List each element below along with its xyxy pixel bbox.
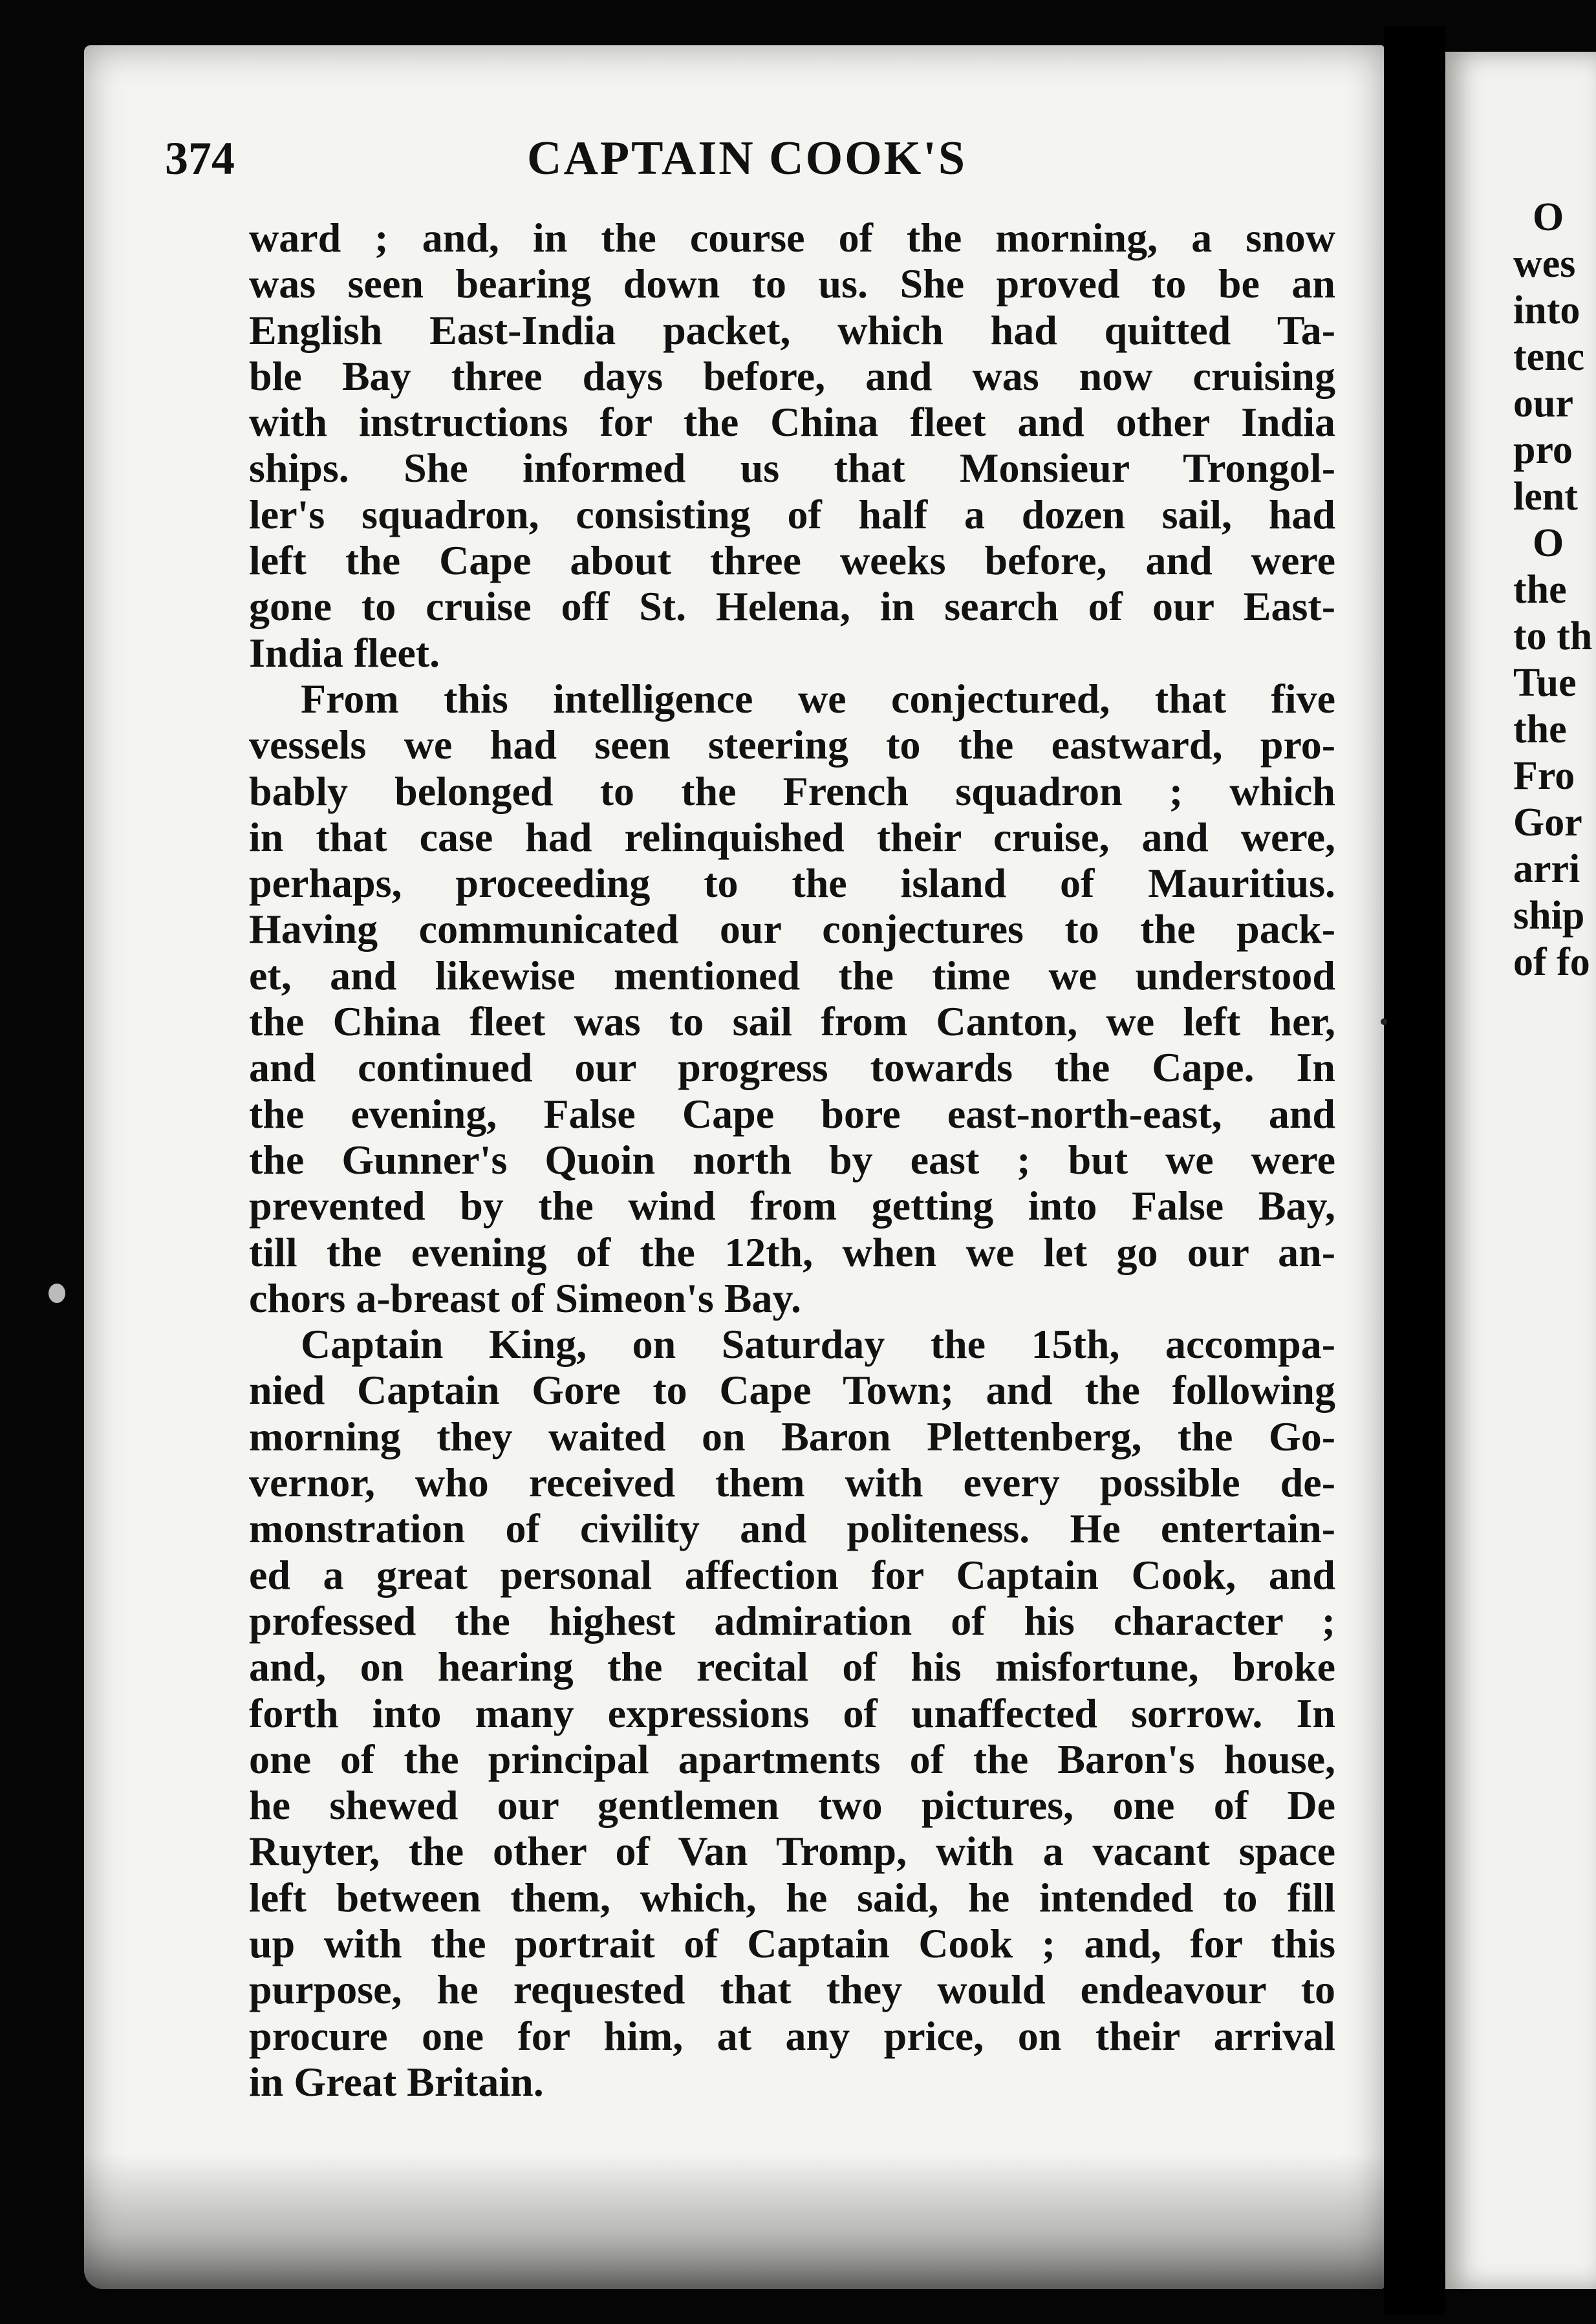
text-line: purpose, he requested that they would endeavour to [249, 1966, 1335, 2013]
text-line: ed a great personal affection for Captain Cook, and [249, 1551, 1335, 1598]
text-line: was seen bearing down to us. She proved to be an [249, 261, 1335, 307]
right-line: Gor [1513, 801, 1582, 845]
text-line: ships. She informed us that Monsieur Trongol- [249, 445, 1335, 491]
text-line: nied Captain Gore to Cape Town; and the following [249, 1367, 1335, 1414]
book-gutter [1384, 26, 1445, 2315]
right-line: O [1533, 195, 1564, 239]
running-title: CAPTAIN COOK'S [527, 132, 967, 185]
ink-speck [49, 1284, 65, 1303]
body-text [249, 215, 1335, 2105]
right-line: into [1513, 288, 1580, 332]
text-line: bably belonged to the French squadron ; which [249, 768, 1335, 814]
text-line: morning they waited on Baron Plettenberg, the Go- [249, 1413, 1335, 1459]
page-number: 374 [165, 133, 235, 184]
text-line: procure one for him, at any price, on their arrival [249, 2012, 1335, 2059]
text-line: Having communicated our conjectures to the pack- [249, 906, 1335, 952]
text-line: English East-India packet, which had quitted Ta- [249, 307, 1335, 353]
text-line: one of the principal apartments of the Baron's house, [249, 1736, 1335, 1782]
right-line: pro [1513, 428, 1573, 472]
text-line: gone to cruise off St. Helena, in search of our East- [249, 583, 1335, 630]
text-line: the Gunner's Quoin north by east ; but we were [249, 1136, 1335, 1183]
text-line: forth into many expressions of unaffected sorrow. In [249, 1690, 1335, 1736]
text-line: professed the highest admiration of his character ; [249, 1597, 1335, 1644]
text-line: and continued our progress towards the Cape. In [249, 1044, 1335, 1091]
right-line: Fro [1513, 754, 1575, 798]
text-line: in that case had relinquished their cruise, and were, [249, 813, 1335, 860]
right-line: ship [1513, 894, 1585, 938]
right-page [1445, 52, 1596, 2289]
text-line: ler's squadron, consisting of half a dozen sail, had [249, 491, 1335, 537]
text-line: till the evening of the 12th, when we let go our an- [249, 1229, 1335, 1275]
text-line: up with the portrait of Captain Cook ; and, for this [249, 1920, 1335, 1966]
text-line: the China fleet was to sail from Canton, we left her, [249, 998, 1335, 1045]
text-line: prevented by the wind from getting into False Bay, [249, 1183, 1335, 1229]
text-line: vernor, who received them with every possible de- [249, 1459, 1335, 1506]
text-line: ble Bay three days before, and was now cruising [249, 352, 1335, 399]
running-head [165, 126, 1329, 191]
text-line: Ruyter, the other of Van Tromp, with a vacant space [249, 1828, 1335, 1875]
text-line: left the Cape about three weeks before, and were [249, 537, 1335, 584]
right-line: the [1513, 707, 1567, 751]
text-line: vessels we had seen steering to the eastward, pro- [249, 722, 1335, 768]
right-line: Tue [1513, 661, 1577, 705]
text-line: perhaps, proceeding to the island of Mauritius. [249, 860, 1335, 907]
right-line: arri [1513, 847, 1580, 891]
right-line: the [1513, 568, 1567, 612]
text-line: From this intelligence we conjectured, that five [301, 675, 1335, 722]
text-line: chors a-breast of Simeon's Bay. [249, 1275, 801, 1321]
right-line: O [1533, 521, 1564, 565]
text-line: the evening, False Cape bore east-north-east, and [249, 1090, 1335, 1137]
ink-speck [1381, 1018, 1387, 1025]
text-line: with instructions for the China fleet and other India [249, 399, 1335, 446]
right-line: of fo [1513, 940, 1590, 984]
text-line: he shewed our gentlemen two pictures, one of De [249, 1782, 1335, 1829]
right-line: wes [1513, 242, 1576, 286]
right-line: to th [1513, 614, 1593, 658]
text-line: in Great Britain. [249, 2058, 544, 2105]
text-line: India fleet. [249, 629, 440, 676]
text-line: monstration of civility and politeness. He entertain- [249, 1505, 1335, 1552]
right-page-text [1513, 194, 1592, 985]
right-line: our [1513, 382, 1573, 425]
text-line: Captain King, on Saturday the 15th, accompa- [301, 1321, 1335, 1368]
right-line: lent [1513, 475, 1578, 519]
text-line: and, on hearing the recital of his misfortune, broke [249, 1644, 1335, 1690]
text-line: et, and likewise mentioned the time we understood [249, 952, 1335, 998]
right-line: tenc [1513, 335, 1585, 379]
text-line: ward ; and, in the course of the morning, a snow [249, 215, 1335, 261]
page-edge-shadow [84, 2153, 1384, 2289]
text-line: left between them, which, he said, he intended to fill [249, 1874, 1335, 1921]
